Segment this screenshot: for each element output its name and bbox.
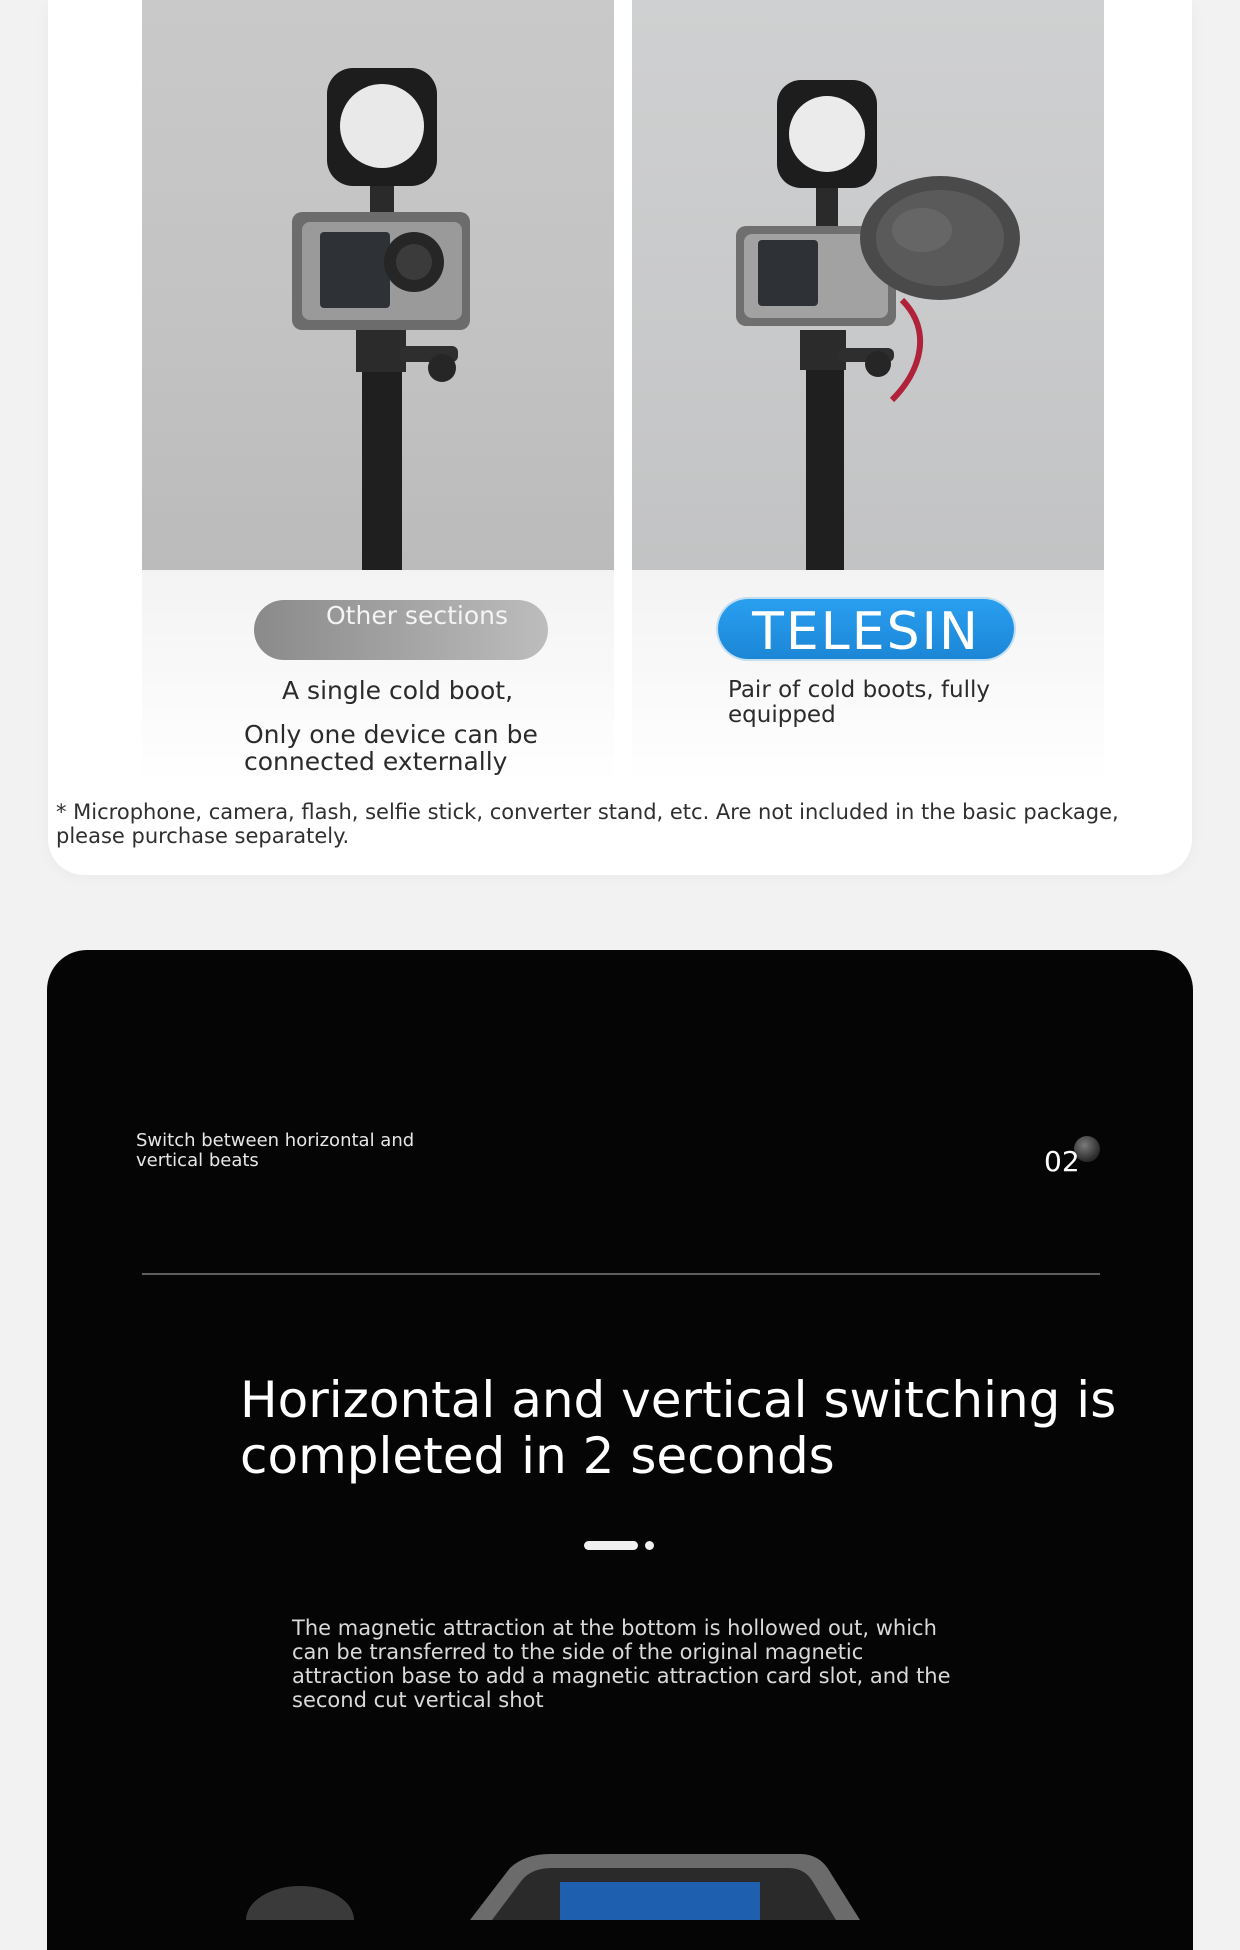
feature-body: The magnetic attraction at the bottom is hollowed out, which can be transferred to the side of the original magnetic attraction base to add a magnetic attraction card slot, and the second cut vertical shot <box>292 1616 951 1712</box>
badge-other-sections <box>254 600 548 660</box>
device-preview-image <box>240 1840 1000 1920</box>
caption-left-title: A single cold boot, <box>282 676 514 705</box>
product-photo-telesin <box>632 0 1104 570</box>
feature-eyebrow: Switch between horizontal and vertical beats <box>136 1130 415 1171</box>
caption-left-detail: Only one device can be connected externally <box>244 720 538 776</box>
pagination-dash-icon <box>584 1541 638 1550</box>
divider <box>142 1273 1100 1275</box>
badge-other-sections-label: Other sections <box>326 601 508 630</box>
caption-right: Pair of cold boots, fully equipped <box>728 677 991 728</box>
feature-index: 02 <box>1044 1145 1080 1178</box>
product-photo-other <box>142 0 614 570</box>
badge-telesin-label: TELESIN <box>752 602 980 662</box>
pagination-dot-icon <box>645 1541 654 1550</box>
feature-headline: Horizontal and vertical switching is completed in 2 seconds <box>240 1371 1117 1485</box>
badge-telesin <box>718 599 1014 662</box>
footnote: * Microphone, camera, flash, selfie stick, converter stand, etc. Are not included in the basic package, please purchase separately. <box>56 800 1119 848</box>
